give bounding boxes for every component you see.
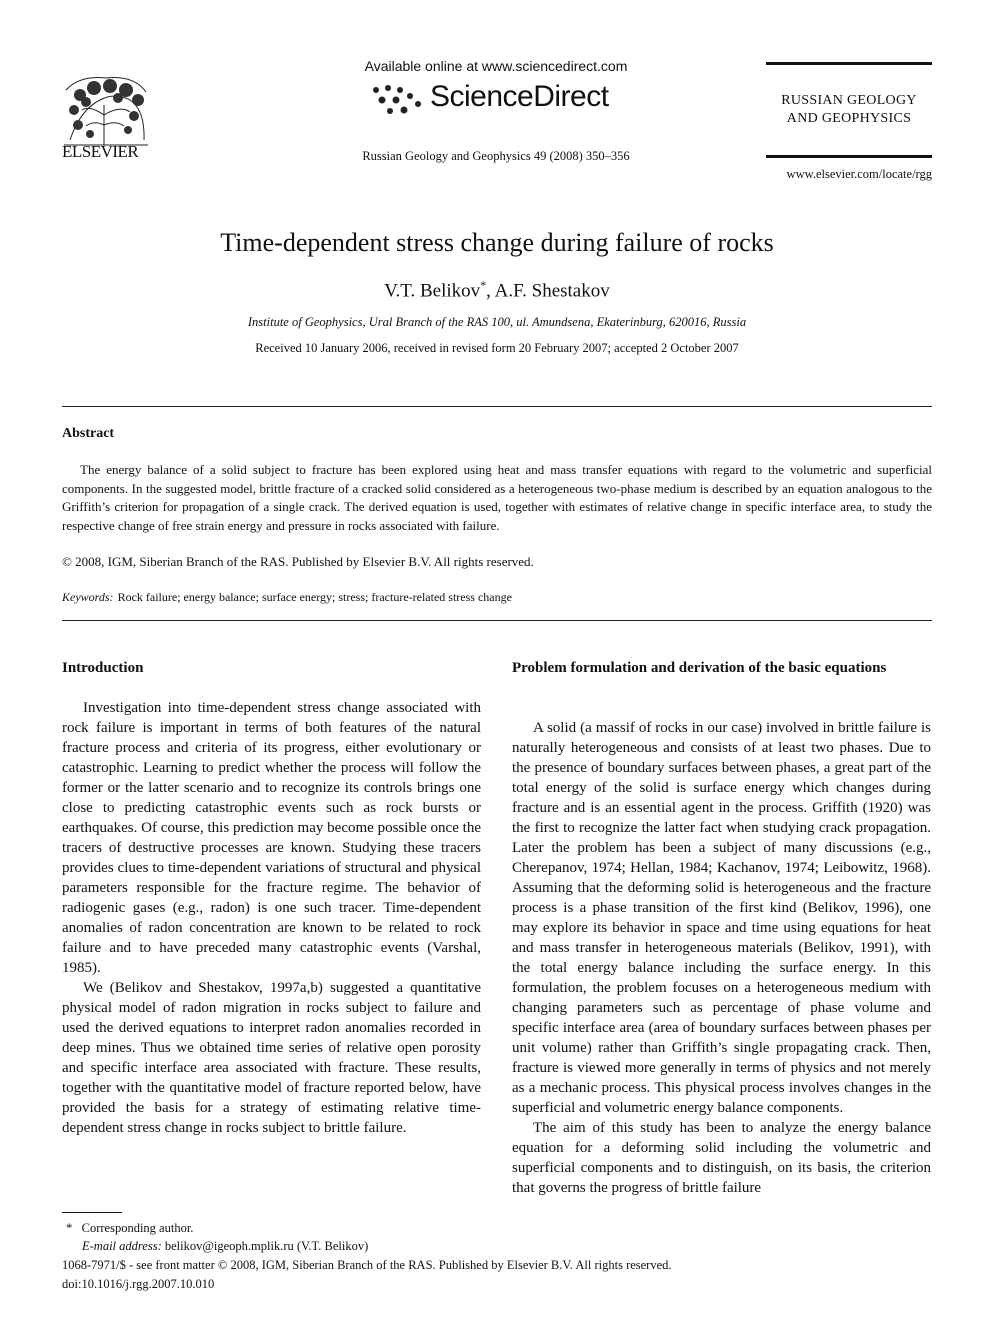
footnote-rule: [62, 1212, 122, 1213]
doi-link[interactable]: doi:10.1016/j.rgg.2007.10.010: [62, 1277, 215, 1291]
introduction-paragraph-1: Investigation into time-dependent stress change associated with rock failure is important in terms of both features of the natural fracture process and criteria of its progress, either evolutionary or catastrophic. Learning to predict whether the process will follow the former or the latter scenario and to recognize its controls brings one close to predicting catastrophic events such as rock bursts or earthquakes. Of course, this prediction may become possible once the tracers of destructive processes are known. Studying these tracers provides clues to time-dependent variations of structural and physical parameters responsible for the fracture regime. The behavior of radiogenic gases (e.g., radon) is one such tracer. Time-dependent anomalies of radon concentration are known to be related to rock failure and to have preceded many catastrophic events (Varshal, 1985).: [62, 700, 481, 976]
sciencedirect-wordmark: ScienceDirect: [430, 80, 609, 113]
sciencedirect-dots-icon: [370, 84, 426, 118]
article-title: Time-dependent stress change during failure of rocks: [220, 228, 774, 257]
author-2[interactable]: A.F. Shestakov: [494, 280, 610, 302]
author-separator: ,: [486, 280, 495, 302]
email-note: [82, 1239, 368, 1254]
abstract-top-divider: [62, 406, 932, 407]
author-1[interactable]: V.T. Belikov: [384, 280, 481, 302]
keywords-list: Rock failure; energy balance; surface energy; stress; fracture-related stress change: [117, 590, 512, 604]
corresponding-author-mark[interactable]: *: [480, 278, 487, 292]
footnote-mark: *: [66, 1221, 73, 1235]
journal-name: [766, 92, 932, 128]
available-online-text: Available online at www.sciencedirect.com: [364, 58, 628, 74]
problem-formulation-body: [512, 718, 931, 1198]
author-affiliation: Institute of Geophysics, Ural Branch of the RAS 100, ul. Amundsena, Ekaterinburg, 620016, Russia: [247, 315, 747, 329]
email-address-link[interactable]: belikov@igeoph.mplik.ru (V.T. Belikov): [164, 1239, 369, 1253]
journal-top-rule: [766, 62, 932, 65]
problem-paragraph-2: The aim of this study has been to analyze the energy balance equation for a deforming solid including the volumetric and superficial components and to distinguish, on its basis, the criterion that governs the progress of brittle failure: [512, 1120, 931, 1196]
problem-formulation-heading: Problem formulation and derivation of the basic equations: [512, 660, 887, 676]
issn-copyright-line: 1068-7971/$ - see front matter © 2008, IGM, Siberian Branch of the RAS. Published by Elsevier B.V. All rights reserved.: [62, 1258, 672, 1272]
journal-url-link[interactable]: www.elsevier.com/locate/rgg: [786, 167, 932, 181]
abstract-text: The energy balance of a solid subject to fracture has been explored using heat and mass transfer equations with regard to the volumetric and superficial components. In the suggested model, brittle fracture of a cracked solid considered as a heterogeneous two-phase medium is described by an equation analogous to the Griffith’s criterion for propagation of a single crack. The derived equation is used, together with estimates of relative change in specific interface area, to study the respective change of free strain energy and pressure in rocks associated with failure.: [62, 462, 932, 533]
abstract-heading: Abstract: [62, 426, 115, 441]
keywords-label: Keywords:: [62, 590, 114, 604]
introduction-heading: Introduction: [62, 660, 144, 676]
copyright-notice: © 2008, IGM, Siberian Branch of the RAS. Published by Elsevier B.V. All rights reserved.: [62, 554, 534, 569]
problem-paragraph-1: A solid (a massif of rocks in our case) involved in brittle failure is naturally heterogeneous and consists of at least two phases. Due to the presence of boundary surfaces between phases, a great part of the total energy of the solid is surface energy which changes during fracture and is an essential agent in the process. Griffith (1920) was the first to recognize the latter fact when studying crack propagation. Later the problem has been a subject of many discussions (e.g., Cherepanov, 1974; Hellan, 1984; Kachanov, 1974; Leibowitz, 1968). Assuming that the deforming solid is heterogeneous and the fracture process is a phase transition of the first kind (Belikov, 1996), one may explore its behavior in space and time using equations for heat and mass transfer in heterogeneous materials (Belikov, 1991), with the total energy balance including the surface energy. In this formulation, the problem focuses on a heterogeneous medium with changing parameters such as percentage of phase volume and specific interface area (area of boundary surfaces between phases per unit volume) rather than Griffith’s single propagating crack. Then, fracture is viewed more generally in terms of physics and not merely as a mechanic process. This physical process involves changes in the superficial and volumetric energy balance components.: [512, 720, 931, 1116]
introduction-body: [62, 698, 481, 1138]
elsevier-wordmark: ELSEVIER: [62, 142, 139, 161]
keywords-line: [62, 590, 512, 605]
corresponding-author-label: Corresponding author.: [81, 1221, 194, 1235]
introduction-paragraph-2: We (Belikov and Shestakov, 1997a,b) suggested a quantitative physical model of radon migration in rocks subject to failure and used the derived equations to interpret radon anomalies recorded in deep mines. Thus we obtained time series of relative open porosity and specific interface area associated with fracture. These results, together with the quantitative model of fracture reported below, have provided the basis for a strategy of estimating relative time-dependent stress change in rocks subject to brittle failure.: [62, 980, 481, 1136]
email-label: E-mail address:: [82, 1239, 162, 1253]
journal-name-line1: RUSSIAN GEOLOGY: [781, 93, 917, 108]
journal-bottom-rule: [766, 155, 932, 158]
journal-name-line2: AND GEOPHYSICS: [786, 111, 912, 126]
abstract-bottom-divider: [62, 620, 932, 621]
corresponding-author-note: [66, 1221, 193, 1236]
journal-citation: Russian Geology and Geophysics 49 (2008) 350–356: [362, 149, 630, 163]
received-dates: Received 10 January 2006, received in revised form 20 February 2007; accepted 2 October 2007: [255, 341, 739, 355]
author-list: [62, 278, 932, 302]
